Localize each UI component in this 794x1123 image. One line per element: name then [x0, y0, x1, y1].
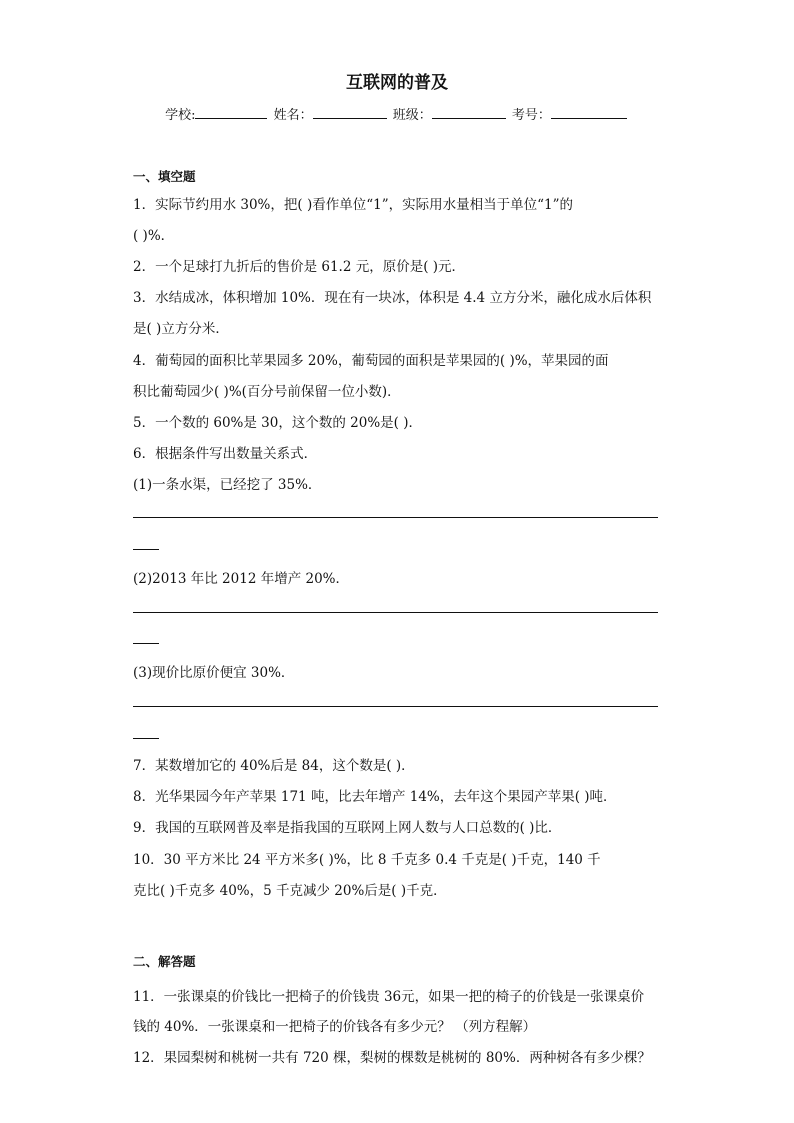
section-heading-answer: 二、解答题	[133, 954, 196, 969]
question-9: 9．我国的互联网普及率是指我国的互联网上网人数与人口总数的( )比．	[133, 820, 562, 836]
question-3-line-1: 3．水结成冰，体积增加 10%．现在有一块冰，体积是 4.4 立方分米，融化成水后体积	[133, 290, 652, 306]
question-11-line-2: 钱的 40%．一张课桌和一把椅子的价钱各有多少元？ （列方程解）	[133, 1019, 537, 1035]
document-title: 互联网的普及	[346, 73, 448, 93]
exam-number-blank[interactable]	[551, 105, 627, 119]
question-10-line-2: 克比( )千克多 40%，5 千克减少 20%后是( )千克．	[133, 883, 447, 899]
school-label: 学校:	[165, 108, 196, 123]
answer-line-continuation	[133, 549, 159, 550]
class-blank[interactable]	[432, 105, 506, 119]
section-heading-fill-blank: 一、填空题	[133, 169, 196, 184]
question-4-line-1: 4．葡萄园的面积比苹果园多 20%，葡萄园的面积是苹果园的( )%，苹果园的面	[133, 353, 609, 369]
question-6-part-2: (2)2013 年比 2012 年增产 20%．	[133, 571, 350, 587]
question-3-line-2: 是( )立方分米．	[133, 321, 229, 337]
question-5: 5．一个数的 60%是 30，这个数的 20%是( )．	[133, 415, 422, 431]
class-label: 班级：	[392, 108, 432, 123]
question-2: 2．一个足球打九折后的售价是 61.2 元，原价是( )元．	[133, 259, 466, 275]
answer-line[interactable]	[133, 517, 658, 518]
question-8: 8．光华果园今年产苹果 171 吨，比去年增产 14%，去年这个果园产苹果( )吨．	[133, 789, 617, 805]
name-blank[interactable]	[313, 105, 387, 119]
exam-number-label: 考号：	[511, 108, 551, 123]
answer-line[interactable]	[133, 612, 658, 613]
question-6-part-3: (3)现价比原价便宜 30%．	[133, 665, 295, 681]
school-blank[interactable]	[195, 105, 267, 119]
name-label: 姓名：	[273, 108, 313, 123]
question-1-line-1: 1．实际节约用水 30%，把( )看作单位“1”，实际用水量相当于单位“1”的	[133, 197, 573, 213]
question-10-line-1: 10．30 平方米比 24 平方米多( )%，比 8 千克多 0.4 千克是( )千克，140 千	[133, 852, 601, 868]
answer-line-continuation	[133, 643, 159, 644]
question-1-line-2: ( )%．	[133, 228, 175, 244]
question-11-line-1: 11．一张课桌的价钱比一把椅子的价钱贵 36元，如果一把的椅子的价钱是一张课桌价	[133, 989, 645, 1005]
answer-line[interactable]	[133, 706, 658, 707]
question-6-part-1: (1)一条水渠，已经挖了 35%．	[133, 477, 322, 493]
question-6: 6．根据条件写出数量关系式．	[133, 446, 318, 462]
question-12: 12．果园梨树和桃树一共有 720 棵，梨树的棵数是桃树的 80%．两种树各有多少棵？	[133, 1050, 651, 1066]
question-4-line-2: 积比葡萄园少( )%(百分号前保留一位小数)．	[133, 384, 401, 400]
answer-line-continuation	[133, 738, 159, 739]
question-7: 7．某数增加它的 40%后是 84，这个数是( )．	[133, 758, 415, 774]
student-info-line	[0, 104, 794, 123]
